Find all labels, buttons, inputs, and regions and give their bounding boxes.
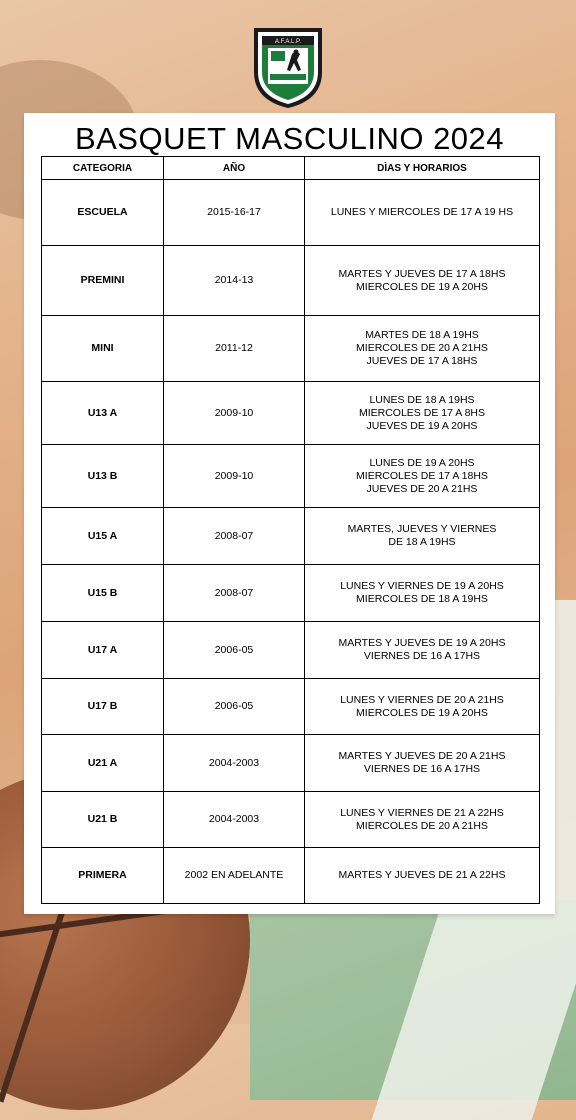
hours-line: LUNES DE 18 A 19HS — [369, 393, 475, 406]
hours-cell — [305, 508, 540, 565]
hours-line: LUNES Y VIERNES DE 19 A 20HS — [340, 580, 504, 592]
header-hours: DÌAS Y HORARIOS — [305, 157, 540, 180]
table-row — [42, 180, 540, 246]
table-row — [42, 679, 540, 735]
hours-cell — [305, 848, 540, 904]
category-cell: U13 B — [42, 445, 164, 508]
hours-line: LUNES DE 19 A 20HS — [369, 456, 475, 469]
category-cell: U17 A — [42, 622, 164, 679]
table-row — [42, 508, 540, 565]
hours-line: VIERNES DE 16 A 17HS — [363, 763, 481, 775]
hours-cell — [305, 382, 540, 445]
hours-line: MARTES, JUEVES Y VIERNES — [347, 523, 497, 535]
table-row — [42, 246, 540, 316]
year-cell: 2008-07 — [164, 508, 305, 565]
year-cell: 2004-2003 — [164, 735, 305, 792]
header-category: CATEGORIA — [42, 157, 164, 180]
hours-cell — [305, 792, 540, 848]
hours-line: MIERCOLES DE 17 A 8HS — [358, 406, 486, 419]
hours-line: LUNES Y VIERNES DE 21 A 22HS — [340, 806, 504, 819]
year-cell: 2015-16-17 — [164, 180, 305, 246]
hours-line: VIERNES DE 16 A 17HS — [363, 650, 481, 662]
page-title: BASQUET MASCULINO 2024 — [74, 121, 505, 156]
hours-cell — [305, 565, 540, 622]
table-row — [42, 382, 540, 445]
hours-cell — [305, 735, 540, 792]
year-cell: 2006-05 — [164, 679, 305, 735]
hours-line: MARTES Y JUEVES DE 19 A 20HS — [338, 637, 506, 649]
hours-line: LUNES Y MIERCOLES DE 17 A 19 HS — [330, 206, 514, 218]
hours-line: DE 18 A 19HS — [388, 536, 456, 548]
table-row — [42, 445, 540, 508]
logo-text: A.F.A.L.P. — [275, 39, 301, 45]
hours-cell — [305, 180, 540, 246]
hours-cell — [305, 679, 540, 735]
table-row — [42, 622, 540, 679]
hours-line: JUEVES DE 19 A 20HS — [366, 419, 478, 432]
schedule-table — [41, 156, 540, 904]
year-cell: 2002 EN ADELANTE — [164, 848, 305, 904]
year-cell: 2009-10 — [164, 445, 305, 508]
hours-line: MIERCOLES DE 20 A 21HS — [356, 819, 488, 832]
category-cell: MINI — [42, 316, 164, 382]
category-cell: ESCUELA — [42, 180, 164, 246]
table-header-row — [42, 157, 540, 180]
hours-cell — [305, 316, 540, 382]
table-row — [42, 848, 540, 904]
hours-line: MIERCOLES DE 18 A 19HS — [356, 593, 488, 605]
category-cell: U13 A — [42, 382, 164, 445]
hours-line: MARTES Y JUEVES DE 21 A 22HS — [338, 869, 506, 881]
hours-line: MIERCOLES DE 19 A 20HS — [356, 706, 488, 719]
hours-cell — [305, 246, 540, 316]
category-cell: U21 B — [42, 792, 164, 848]
category-cell: U17 B — [42, 679, 164, 735]
hours-line: MARTES Y JUEVES DE 20 A 21HS — [338, 750, 506, 762]
hours-line: MARTES DE 18 A 19HS — [365, 329, 479, 341]
hours-cell — [305, 622, 540, 679]
table-row — [42, 792, 540, 848]
hours-line: JUEVES DE 20 A 21HS — [366, 482, 478, 495]
table-row — [42, 316, 540, 382]
header-year: AÑO — [164, 157, 305, 180]
year-cell: 2006-05 — [164, 622, 305, 679]
table-row — [42, 735, 540, 792]
year-cell: 2011-12 — [164, 316, 305, 382]
category-cell: PREMINI — [42, 246, 164, 316]
hours-cell — [305, 445, 540, 508]
hours-line: MIERCOLES DE 17 A 18HS — [356, 469, 488, 482]
hours-line: MARTES Y JUEVES DE 17 A 18HS — [338, 267, 506, 280]
year-cell: 2004-2003 — [164, 792, 305, 848]
category-cell: U21 A — [42, 735, 164, 792]
hours-line: MIERCOLES DE 19 A 20HS — [356, 280, 488, 293]
year-cell: 2009-10 — [164, 382, 305, 445]
year-cell: 2014-13 — [164, 246, 305, 316]
year-cell: 2008-07 — [164, 565, 305, 622]
hours-line: JUEVES DE 17 A 18HS — [366, 355, 478, 367]
club-logo-icon — [250, 22, 326, 110]
category-cell: PRIMERA — [42, 848, 164, 904]
schedule-card — [24, 113, 555, 914]
category-cell: U15 A — [42, 508, 164, 565]
hours-line: MIERCOLES DE 20 A 21HS — [356, 342, 488, 354]
category-cell: U15 B — [42, 565, 164, 622]
table-row — [42, 565, 540, 622]
hours-line: LUNES Y VIERNES DE 20 A 21HS — [340, 693, 504, 706]
